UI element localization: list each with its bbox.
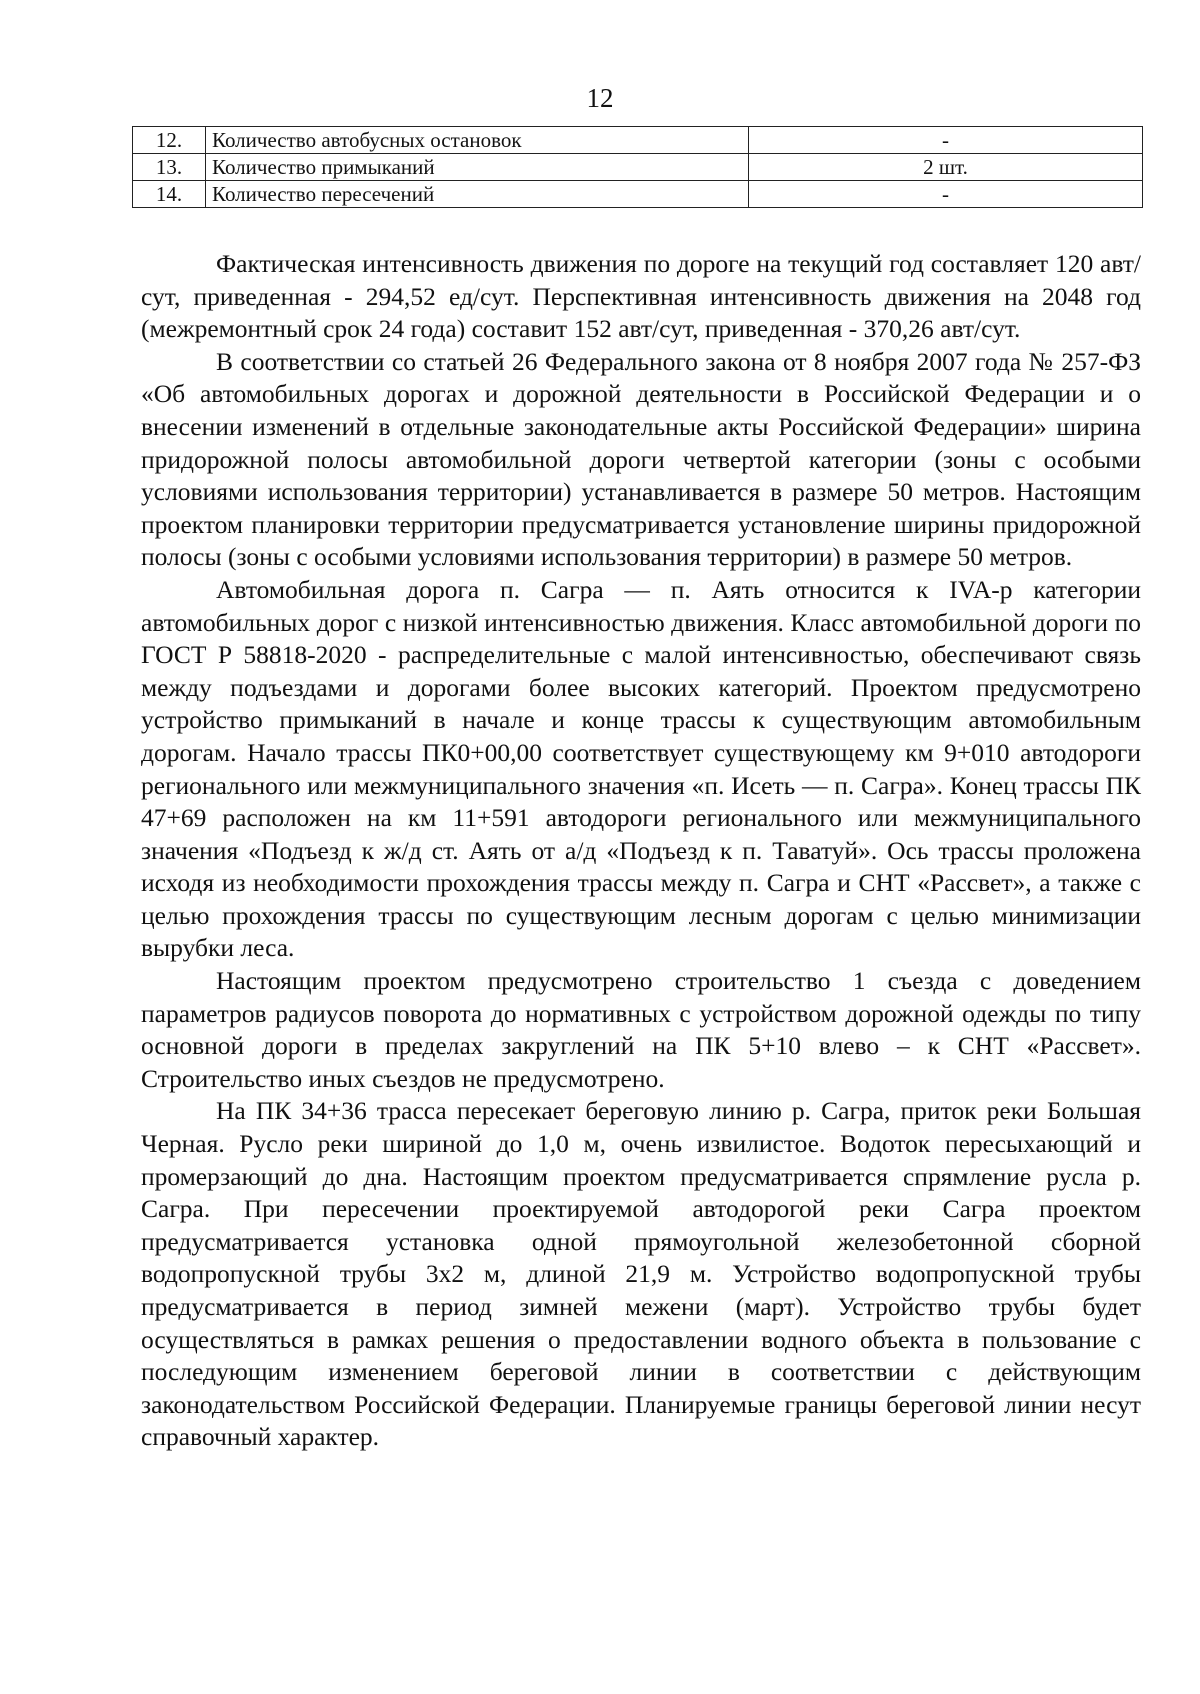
- row-number-cell: 12.: [133, 127, 206, 154]
- row-value-cell: 2 шт.: [749, 154, 1143, 181]
- row-number-cell: 14.: [133, 181, 206, 208]
- parameters-table: [132, 126, 1143, 208]
- row-name-cell: Количество примыканий: [206, 154, 749, 181]
- row-value-cell: -: [749, 181, 1143, 208]
- parameters-table-container: [132, 126, 1143, 208]
- page-number: 12: [586, 83, 614, 113]
- paragraph-roadside-strip: В соответствии со статьей 26 Федерального закона от 8 ноября 2007 года № 257-ФЗ «Об автомобильных дорогах и дорожной деятельности в Российской Федерации и о внесении изменений в отдельные законодательные акты Российской Федерации» ширина придорожной полосы автомобильной дороги четвертой категории (зоны с особыми условиями использования территории) устанавливается в размере 50 метров. Настоящим проектом планировки территории предусматривается установление ширины придорожной полосы (зоны с особыми условиями использования территории) в размере 50 метров.: [141, 346, 1141, 572]
- row-value-cell: -: [749, 127, 1143, 154]
- row-number-cell: 13.: [133, 154, 206, 181]
- body-text: [141, 248, 1141, 1454]
- table-row: [133, 127, 1143, 154]
- paragraph-road-category: Автомобильная дорога п. Сагра — п. Аять относится к IVA-р категории автомобильных дорог с низкой интенсивностью движения. Класс автомобильной дороги по ГОСТ Р 58818-2020 - распределительные с малой интенсивностью, обеспечивают связь между подъездами и дорогами более высоких категорий. Проектом предусмотрено устройство примыканий в начале и конце трассы к существующим автомобильным дорогам. Начало трассы ПК0+00,00 соответствует существующему км 9+010 автодороги регионального или межмуниципального значения «п. Исеть — п. Сагра». Конец трассы ПК 47+69 расположен на км 11+591 автодороги регионального или межмуниципального значения «Подъезд к ж/д ст. Аять от а/д «Подъезд к п. Таватуй». Ось трассы проложена исходя из необходимости прохождения трассы между п. Сагра и СНТ «Рассвет», а также с целью прохождения трассы по существующим лесным дорогам с целью минимизации вырубки леса.: [141, 574, 1141, 963]
- row-name-cell: Количество пересечений: [206, 181, 749, 208]
- paragraph-exit-construction: Настоящим проектом предусмотрено строительство 1 съезда с доведением параметров радиусов поворота до нормативных с устройством дорожной одежды по типу основной дороги в пределах закруглений на ПК 5+10 влево – к СНТ «Рассвет». Строительство иных съездов не предусмотрено.: [141, 966, 1141, 1093]
- paragraph-river-crossing: На ПК 34+36 трасса пересекает береговую линию р. Сагра, приток реки Большая Черная. Русло реки шириной до 1,0 м, очень извилистое. Водоток пересыхающий и промерзающий до дна. Настоящим проектом предусматривается спрямление русла р. Сагра. При пересечении проектируемой автодорогой реки Сагра проектом предусматривается установка одной прямоугольной железобетонной сборной водопропускной трубы 3х2 м, длиной 21,9 м. Устройство водопропускной трубы предусматривается в период зимней межени (март). Устройство трубы будет осуществляться в рамках решения о предоставлении водного объекта в пользование с последующим изменением береговой линии в соответствии с действующим законодательством Российской Федерации. Планируемые границы береговой линии несут справочный характер.: [141, 1096, 1141, 1452]
- table-row: [133, 181, 1143, 208]
- table-row: [133, 154, 1143, 181]
- paragraph-traffic-intensity: Фактическая интенсивность движения по дороге на текущий год составляет 120 авт/сут, приведенная - 294,52 ед/сут. Перспективная интенсивность движения на 2048 год (межремонтный срок 24 года) составит 152 авт/сут, приведенная - 370,26 авт/сут.: [141, 249, 1141, 344]
- row-name-cell: Количество автобусных остановок: [206, 127, 749, 154]
